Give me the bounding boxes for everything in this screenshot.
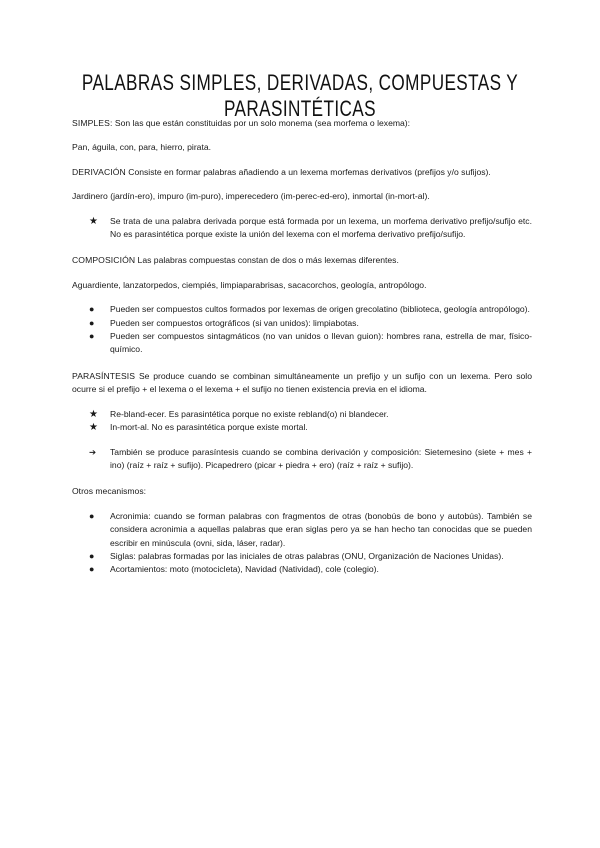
- parasintesis-note: [72, 446, 532, 473]
- star-icon: ★: [89, 422, 98, 434]
- list-item: [72, 408, 532, 421]
- list-item-text: In-mort-al. No es parasintética porque existe mortal.: [110, 422, 308, 433]
- bullet-dot-icon: ●: [89, 564, 95, 575]
- bullet-dot-icon: ●: [89, 550, 95, 561]
- list-item-text: Siglas: palabras formadas por las iniciales de otras palabras (ONU, Organización de Naciones Unidas).: [110, 550, 504, 561]
- arrow-right-icon: ➔: [89, 446, 97, 457]
- composicion-definition-text: Las palabras compuestas constan de dos o más lexemas diferentes.: [135, 255, 399, 266]
- bullet-dot-icon: ●: [89, 317, 95, 328]
- simples-definition: [72, 117, 532, 130]
- otros-list: [72, 510, 532, 577]
- list-item: [72, 330, 532, 357]
- list-item: [72, 421, 532, 434]
- star-icon: ★: [89, 215, 98, 227]
- otros-heading: Otros mecanismos:: [72, 486, 147, 497]
- list-item: [72, 446, 532, 473]
- bullet-dot-icon: ●: [89, 510, 95, 521]
- list-item: [72, 510, 532, 550]
- parasintesis-heading: PARASÍNTESIS: [72, 370, 136, 381]
- document-body: [72, 117, 532, 577]
- derivacion-list: [72, 215, 532, 242]
- star-icon: ★: [89, 408, 98, 420]
- page-title: PALABRAS SIMPLES, DERIVADAS, COMPUESTAS Y PARASINTÉTICAS: [81, 70, 519, 121]
- list-item-text: Se trata de una palabra derivada porque está formada por un lexema, un morfema derivativo prefijo/sufijo etc. No es parasintética porque existe la unión del lexema con el morfema derivativo prefijo/sufijo.: [110, 215, 532, 240]
- simples-heading: SIMPLES:: [72, 118, 113, 128]
- list-item: [72, 563, 532, 576]
- derivacion-heading: DERIVACIÓN: [72, 166, 126, 177]
- simples-examples: Pan, águila, con, para, hierro, pirata.: [72, 142, 212, 153]
- list-item-text: Pueden ser compuestos ortográficos (si van unidos): limpiabotas.: [110, 317, 359, 328]
- parasintesis-list: [72, 408, 532, 435]
- bullet-dot-icon: ●: [89, 304, 95, 315]
- list-item: [72, 215, 532, 242]
- list-item-text: También se produce parasíntesis cuando se combina derivación y composición: Sietemesino (siete + mes + ino) (raíz + raíz + sufijo). Picapedrero (picar + piedra + ero) (raíz + raíz + sufijo).: [110, 446, 532, 470]
- composicion-heading: COMPOSICIÓN: [72, 255, 136, 266]
- parasintesis-definition: [72, 370, 532, 397]
- bullet-dot-icon: ●: [89, 331, 95, 342]
- list-item: [72, 550, 532, 563]
- list-item-text: Pueden ser compuestos cultos formados por lexemas de origen grecolatino (biblioteca, geología antropólogo).: [110, 304, 530, 315]
- list-item-text: Acronimia: cuando se forman palabras con fragmentos de otras (bonobús de bono y autobús). También se considera acronimia a aquellas palabras que eran siglas pero ya se han hecho tan conocidas que se pueden escribir en minúscula (ovni, sida, láser, radar).: [110, 510, 532, 548]
- list-item: [72, 317, 532, 330]
- list-item-text: Re-bland-ecer. Es parasintética porque no existe rebland(o) ni blandecer.: [110, 408, 389, 419]
- composicion-definition: [72, 254, 532, 267]
- list-item-text: Pueden ser compuestos sintagmáticos (no van unidos o llevan guion): hombres rana, estrella de mar, físico-químico.: [110, 331, 532, 355]
- simples-definition-text: Son las que están constituidas por un solo monema (sea morfema o lexema):: [112, 118, 411, 128]
- list-item: [72, 303, 532, 316]
- composicion-list: [72, 303, 532, 357]
- derivacion-definition-text: Consiste en formar palabras añadiendo a un lexema morfemas derivativos (prefijos y/o sufijos).: [125, 166, 491, 177]
- derivacion-examples: Jardinero (jardín-ero), impuro (im-puro), imperecedero (im-perec-ed-ero), inmortal (in-mort-al).: [72, 191, 430, 202]
- derivacion-definition: [72, 166, 532, 179]
- list-item-text: Acortamientos: moto (motocicleta), Navidad (Natividad), cole (colegio).: [110, 564, 379, 575]
- parasintesis-definition-text: Se produce cuando se combinan simultáneamente un prefijo y un sufijo con un lexema. Pero solo ocurre si el prefijo + el lexema o el lexema + el sufijo no tienen existencia previa en el idioma.: [72, 370, 532, 395]
- composicion-examples: Aguardiente, lanzatorpedos, ciempiés, limpiaparabrisas, sacacorchos, geología, antropólogo.: [72, 279, 427, 290]
